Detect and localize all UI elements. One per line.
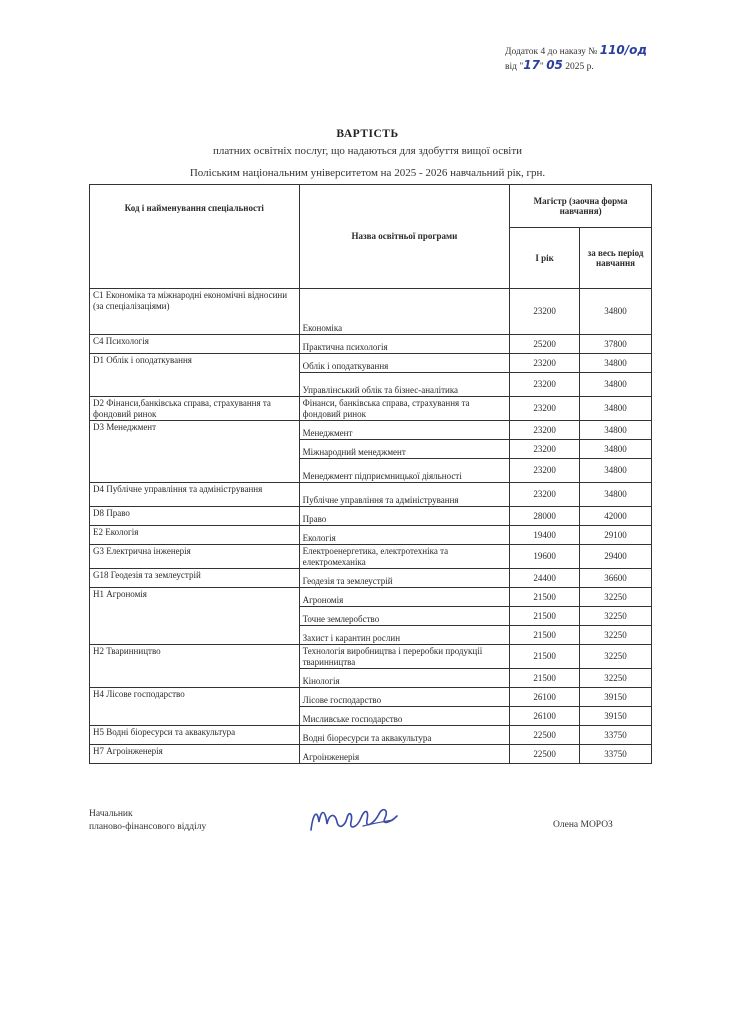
program-cell: Публічне управління та адміністрування	[299, 483, 510, 507]
year1-price-cell: 26100	[510, 707, 580, 726]
full-period-price-cell: 32250	[580, 588, 652, 607]
header-full-period: за весь період навчання	[580, 228, 652, 289]
full-period-price-cell: 32250	[580, 669, 652, 688]
table-row	[90, 745, 652, 764]
table-row	[90, 588, 652, 607]
program-cell: Геодезія та землеустрій	[299, 569, 510, 588]
full-period-price-cell: 33750	[580, 726, 652, 745]
year1-price-cell: 21500	[510, 626, 580, 645]
appendix-line-1	[505, 44, 647, 59]
handwritten-order-number: 110/од	[599, 43, 648, 57]
program-cell: Електроенергетика, електротехніка та електромеханіка	[299, 545, 510, 569]
specialty-cell: Н2 Тваринництво	[90, 645, 300, 688]
specialty-cell: Н1 Агрономія	[90, 588, 300, 645]
program-cell: Практична психологія	[299, 335, 510, 354]
year1-price-cell: 21500	[510, 645, 580, 669]
document-title: ВАРТІСТЬ	[336, 128, 399, 140]
table-row	[90, 645, 652, 669]
table-row	[90, 545, 652, 569]
handwritten-day: 17	[523, 58, 540, 72]
table-row	[90, 483, 652, 507]
appendix-line-2	[505, 59, 647, 74]
table-row	[90, 335, 652, 354]
header-master: Магістр (заочна форма навчання)	[510, 185, 652, 228]
full-period-price-cell: 37800	[580, 335, 652, 354]
appendix-header	[505, 44, 647, 74]
full-period-price-cell: 34800	[580, 440, 652, 459]
appendix-prefix: Додаток 4 до наказу №	[505, 47, 598, 57]
specialty-cell: С1 Економіка та міжнародні економічні відносини (за спеціалізаціями)	[90, 289, 300, 335]
full-period-price-cell: 39150	[580, 707, 652, 726]
specialty-cell: D1 Облік і оподаткування	[90, 354, 300, 397]
appendix-year: 2025 р.	[565, 62, 594, 72]
year1-price-cell: 19600	[510, 545, 580, 569]
program-cell: Точне землеробство	[299, 607, 510, 626]
year1-price-cell: 23200	[510, 440, 580, 459]
specialty-cell: G3 Електрична інженерія	[90, 545, 300, 569]
year1-price-cell: 22500	[510, 745, 580, 764]
signatory-role-line-2: планово-фінансового відділу	[89, 822, 207, 832]
program-cell: Водні біоресурси та аквакультура	[299, 726, 510, 745]
handwritten-signature	[305, 800, 405, 840]
specialty-cell: Н4 Лісове господарство	[90, 688, 300, 726]
table-row	[90, 397, 652, 421]
year1-price-cell: 24400	[510, 569, 580, 588]
program-cell: Економіка	[299, 289, 510, 335]
full-period-price-cell: 32250	[580, 607, 652, 626]
full-period-price-cell: 36600	[580, 569, 652, 588]
full-period-price-cell: 34800	[580, 289, 652, 335]
signatory-name: Олена МОРОЗ	[553, 820, 613, 830]
year1-price-cell: 21500	[510, 588, 580, 607]
full-period-price-cell: 39150	[580, 688, 652, 707]
program-cell: Облік і оподаткування	[299, 354, 510, 373]
year1-price-cell: 23200	[510, 373, 580, 397]
program-cell: Кінологія	[299, 669, 510, 688]
full-period-price-cell: 29400	[580, 545, 652, 569]
full-period-price-cell: 34800	[580, 421, 652, 440]
program-cell: Право	[299, 507, 510, 526]
program-cell: Лісове господарство	[299, 688, 510, 707]
year1-price-cell: 23200	[510, 421, 580, 440]
full-period-price-cell: 32250	[580, 626, 652, 645]
full-period-price-cell: 32250	[580, 645, 652, 669]
header-program: Назва освітньої програми	[299, 185, 510, 289]
table-row	[90, 726, 652, 745]
program-cell: Управлінський облік та бізнес-аналітика	[299, 373, 510, 397]
year1-price-cell: 23200	[510, 397, 580, 421]
table-row	[90, 526, 652, 545]
year1-price-cell: 23200	[510, 483, 580, 507]
document-subtitle-2: Поліським національним університетом на 2025 - 2026 навчальний рік, грн.	[189, 167, 546, 179]
year1-price-cell: 22500	[510, 726, 580, 745]
full-period-price-cell: 34800	[580, 397, 652, 421]
year1-price-cell: 23200	[510, 289, 580, 335]
year1-price-cell: 19400	[510, 526, 580, 545]
signatory-role	[89, 808, 206, 834]
header-specialty: Код і найменування спеціальності	[90, 185, 300, 289]
specialty-cell: E2 Екологія	[90, 526, 300, 545]
full-period-price-cell: 34800	[580, 483, 652, 507]
full-period-price-cell: 42000	[580, 507, 652, 526]
year1-price-cell: 28000	[510, 507, 580, 526]
full-period-price-cell: 29100	[580, 526, 652, 545]
program-cell: Фінанси, банківська справа, страхування та фондовий ринок	[299, 397, 510, 421]
appendix-date-prefix: від "	[505, 62, 524, 72]
document-subtitle-1: платних освітніх послуг, що надаються для здобуття вищої освіти	[212, 145, 523, 157]
program-cell: Екологія	[299, 526, 510, 545]
table-header-row	[90, 185, 652, 228]
program-cell: Мисливське господарство	[299, 707, 510, 726]
year1-price-cell: 23200	[510, 459, 580, 483]
program-cell: Менеджмент	[299, 421, 510, 440]
year1-price-cell: 23200	[510, 354, 580, 373]
appendix-date-mid: "	[539, 62, 544, 72]
specialty-cell: D8 Право	[90, 507, 300, 526]
table-row	[90, 289, 652, 335]
specialty-cell: Н5 Водні біоресурси та аквакультура	[90, 726, 300, 745]
signatory-role-line-1: Начальник	[89, 809, 133, 819]
price-table-body	[90, 289, 652, 764]
price-table	[89, 184, 652, 764]
specialty-cell: Н7 Агроінженерія	[90, 745, 300, 764]
year1-price-cell: 21500	[510, 669, 580, 688]
full-period-price-cell: 34800	[580, 354, 652, 373]
table-row	[90, 507, 652, 526]
year1-price-cell: 21500	[510, 607, 580, 626]
specialty-cell: D4 Публічне управління та адміністрування	[90, 483, 300, 507]
program-cell: Менеджмент підприємницької діяльності	[299, 459, 510, 483]
program-cell: Міжнародний менеджмент	[299, 440, 510, 459]
header-year1: І рік	[510, 228, 580, 289]
specialty-cell: С4 Психологія	[90, 335, 300, 354]
full-period-price-cell: 33750	[580, 745, 652, 764]
program-cell: Агроінженерія	[299, 745, 510, 764]
year1-price-cell: 26100	[510, 688, 580, 707]
specialty-cell: D2 Фінанси,банківська справа, страхування та фондовий ринок	[90, 397, 300, 421]
table-row	[90, 569, 652, 588]
program-cell: Технологія виробництва і переробки продукції тваринництва	[299, 645, 510, 669]
specialty-cell: D3 Менеджмент	[90, 421, 300, 483]
specialty-cell: G18 Геодезія та землеустрій	[90, 569, 300, 588]
table-row	[90, 354, 652, 373]
table-row	[90, 421, 652, 440]
table-row	[90, 688, 652, 707]
year1-price-cell: 25200	[510, 335, 580, 354]
handwritten-month: 05	[546, 58, 563, 72]
full-period-price-cell: 34800	[580, 373, 652, 397]
program-cell: Агрономія	[299, 588, 510, 607]
program-cell: Захист і карантин рослин	[299, 626, 510, 645]
full-period-price-cell: 34800	[580, 459, 652, 483]
